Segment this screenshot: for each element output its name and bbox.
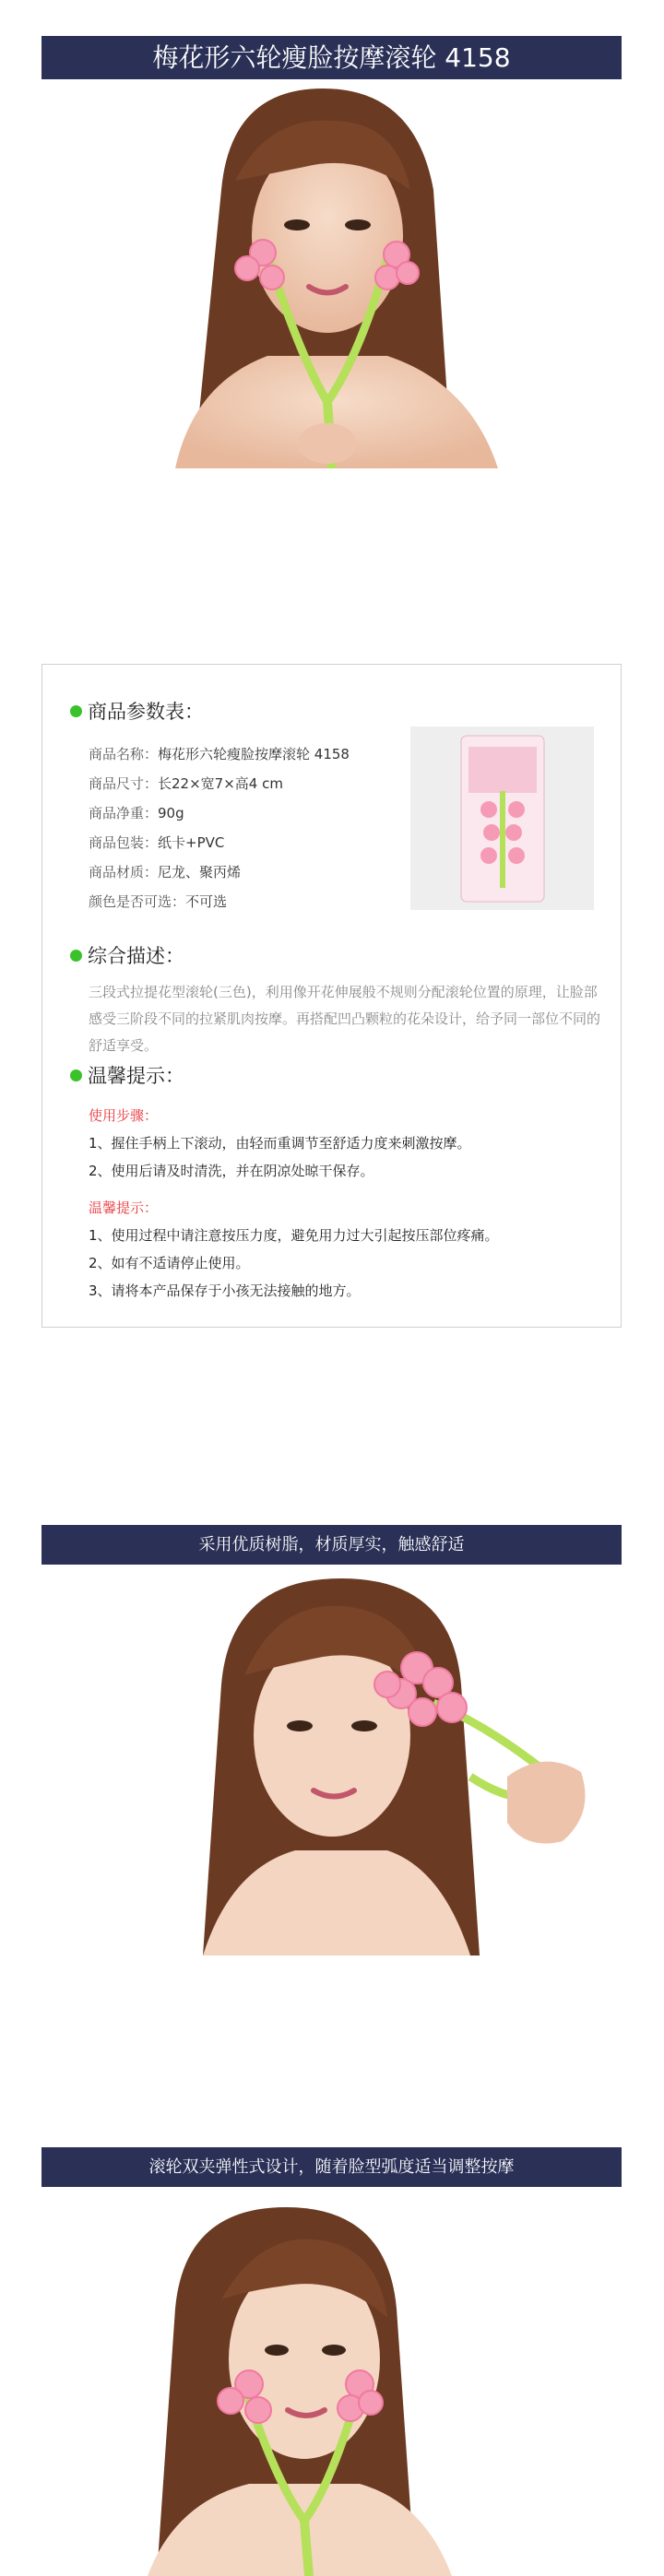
tips-heading: 温馨提示： [70, 1061, 184, 1089]
title-banner: 梅花形六轮瘦脸按摩滚轮 4158 [42, 36, 622, 79]
product-photo-3 [83, 2189, 507, 2576]
bullet-dot-icon [70, 950, 82, 962]
bullet-dot-icon [70, 1069, 82, 1081]
summary-text: 三段式拉提花型滚轮(三色)，利用像开花伸展般不规则分配滚轮位置的原理，让脸部感受三阶段不同的拉紧肌肉按摩。再搭配凹凸颗粒的花朵设计，给予同一部位不同的舒适享受。 [89, 984, 601, 1054]
usage-line: 2、使用后请及时清洗，并在阴凉处晾干保存。 [89, 1163, 374, 1179]
feature-banner-material: 采用优质树脂，材质厚实，触感舒适 [42, 1525, 622, 1565]
params-heading: 商品参数表： [70, 697, 204, 725]
param-row: 商品名称：梅花形六轮瘦脸按摩滚轮 4158 [89, 746, 350, 762]
param-row: 商品尺寸：长22×宽7×高4 cm [89, 775, 283, 792]
product-photo-1 [83, 79, 581, 468]
bullet-dot-icon [70, 705, 82, 717]
product-info-box [42, 664, 622, 1328]
warning-line: 3、请将本产品保存于小孩无法接触的地方。 [89, 1282, 361, 1299]
usage-line: 1、握住手柄上下滚动，由轻而重调节至舒适力度来刺激按摩。 [89, 1135, 471, 1152]
warning-line: 2、如有不适请停止使用。 [89, 1255, 250, 1271]
warning-line: 1、使用过程中请注意按压力度，避免用力过大引起按压部位疼痛。 [89, 1227, 499, 1244]
package-thumbnail [410, 727, 594, 910]
product-photo-2 [175, 1565, 627, 1956]
param-row: 颜色是否可选：不可选 [89, 893, 228, 910]
feature-banner-design: 滚轮双夹弹性式设计，随着脸型弧度适当调整按摩 [42, 2147, 622, 2187]
param-row: 商品包装：纸卡+PVC [89, 834, 225, 851]
param-row: 商品净重：90g [89, 805, 184, 821]
param-row: 商品材质：尼龙、聚丙烯 [89, 864, 242, 880]
warning-heading: 温馨提示： [89, 1199, 159, 1216]
usage-heading: 使用步骤： [89, 1107, 159, 1124]
summary-heading: 综合描述： [70, 941, 184, 969]
